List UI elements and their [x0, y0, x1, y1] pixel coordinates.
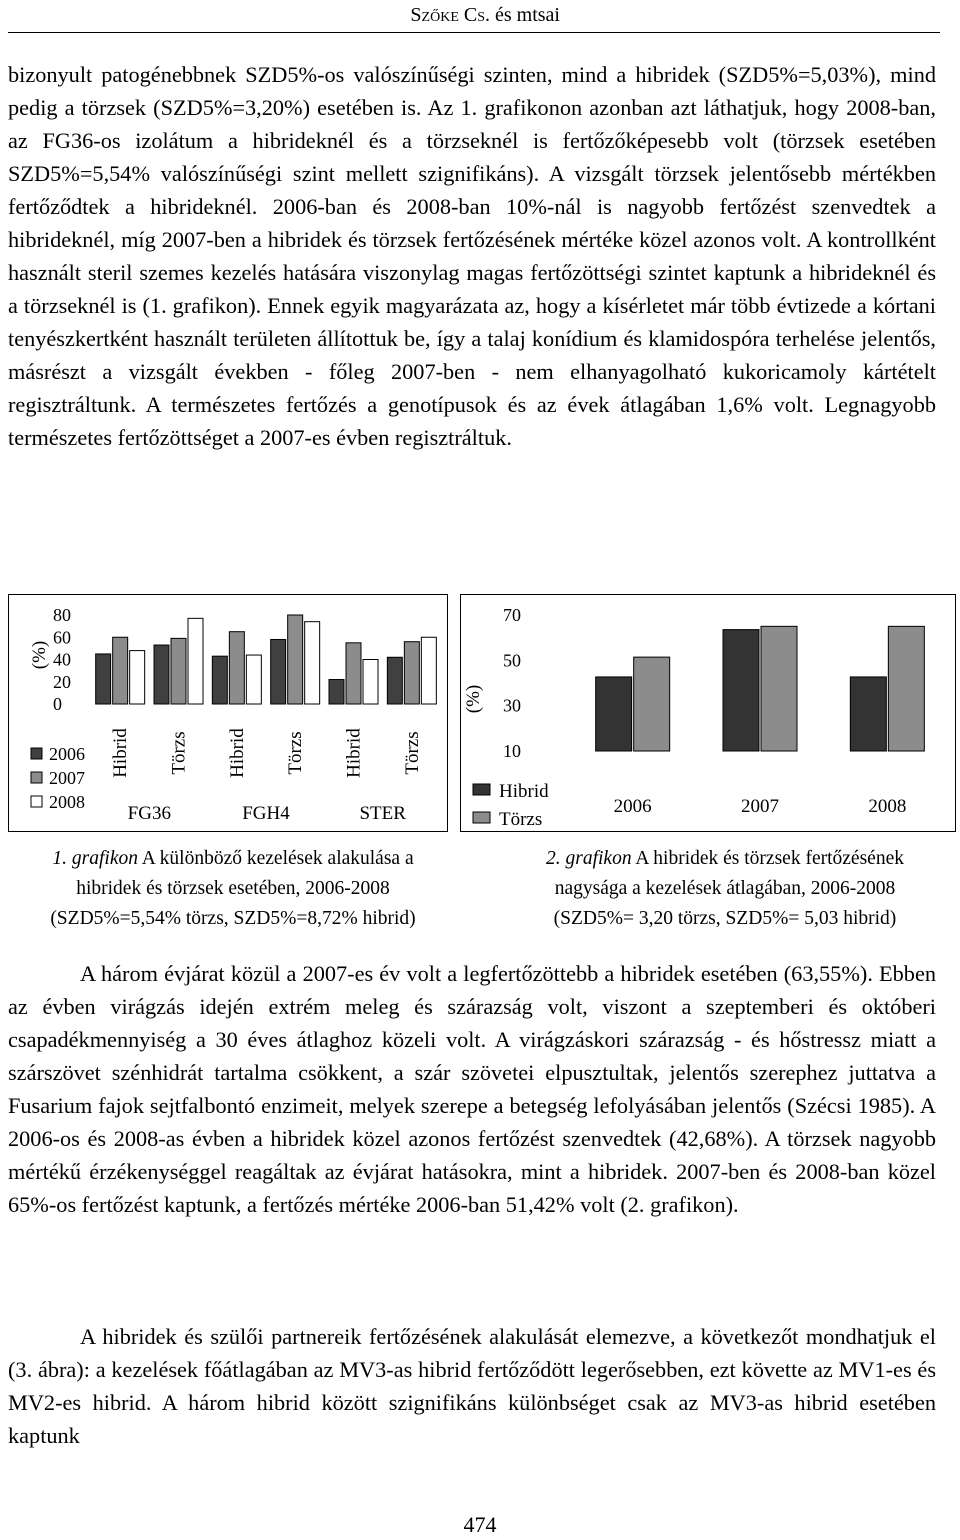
- chart-1-x-tick: Törzs: [401, 731, 423, 775]
- running-header: [8, 0, 940, 33]
- chart-1-x-tick: Hibrid: [226, 728, 248, 778]
- chart-1: [8, 594, 448, 832]
- paragraph-3-text: A hibridek és szülői partnereik fertőzésének alakulását elemezve, a következőt mondhatjuk el (3. ábra): a kezelések főátlagában az MV3-as hibrid fertőződött legerősebben, ezt követte az MV1-es és MV2-es hibrid. A három hibrid között szignifikáns különbséget csak az MV3-as hibrid esetében kaptunk: [8, 1324, 936, 1448]
- chart-2-bar: [888, 626, 924, 751]
- chart-2-y-tick: 50: [503, 650, 521, 671]
- chart-2-bar: [723, 630, 759, 751]
- chart-1-bar: [246, 655, 261, 704]
- chart-1-group-label: FG36: [127, 803, 171, 824]
- chart-2-x-tick: 2007: [741, 796, 779, 817]
- chart-1-bar: [305, 622, 320, 704]
- chart-2-y-tick: 30: [503, 695, 521, 716]
- chart-1-bar: [171, 638, 186, 704]
- chart-2-x-tick: 2008: [868, 796, 907, 817]
- caption-2-line2: nagysága a kezelések átlagában, 2006-2008: [554, 878, 896, 899]
- chart-1-x-tick: Törzs: [168, 731, 190, 775]
- chart-1-bar: [130, 651, 145, 704]
- chart-2-y-tick: 10: [503, 741, 521, 761]
- chart-1-legend-swatch: [31, 772, 42, 783]
- chart-1-bar: [404, 642, 419, 704]
- chart-1-bar: [346, 643, 361, 704]
- chart-1-y-tick: 40: [53, 649, 71, 670]
- chart-1-bar: [113, 637, 128, 704]
- caption-1-line2: hibridek és törzsek esetében, 2006-2008: [76, 878, 390, 899]
- chart-1-bar: [363, 660, 378, 705]
- paragraph-2-text: A három évjárat közül a 2007-es év volt a legfertőzöttebb a hibridek esetében (63,55%). Ebben az évben virágzás idején extrém meleg és szárazság volt, viszont a szeptemberi és októberi csapadékmennyiség a 30 éves átlaghoz közeli volt. A virágzáskori szárazság - és hőstressz miatt a szárszövet szénhidrát tartalma csökkent, a szár szövetei elpusztultak, jelentős szerephez juttatva a Fusarium fajok sejtfalbontó enzimeit, melyek szerepe a betegség lefolyásában jelentős (Szécsi 1985). A 2006-os és 2008-as évben a hibridek közel azonos fertőzést szenvedtek (42,68%). A törzsek nagyobb mértékű érzékenységgel reagáltak az évjárat hatásokra, mint a hibridek. 2007-ben és 2008-ban közel 65%-os fertőzést kaptunk, a fertőzés mértéke 2006-ban 51,42% volt (2. grafikon).: [8, 961, 936, 1217]
- caption-2-line3: (SZD5%= 3,20 törzs, SZD5%= 5,03 hibrid): [553, 908, 897, 929]
- header-text: [410, 4, 560, 27]
- chart-1-bar: [188, 618, 203, 704]
- chart-1-svg: [9, 595, 447, 831]
- caption-1: [8, 844, 458, 934]
- chart-2-legend-label: Törzs: [499, 809, 543, 830]
- chart-1-bar: [387, 657, 402, 704]
- chart-2-x-tick: 2006: [613, 796, 652, 817]
- paragraph-3: [8, 1320, 936, 1452]
- chart-1-y-tick: 80: [53, 605, 71, 625]
- caption-1-label: 1. grafikon: [52, 848, 138, 869]
- paragraph-1: bizonyult patogénebbnek SZD5%-os valószínűségi szinten, mind a hibridek (SZD5%=5,03%), mind pedig a törzsek (SZD5%=3,20%) esetében is. Az 1. grafikonon azonban azt láthatjuk, hogy 2008-ban, az FG36-os izolátum a hibrideknél és a törzseknél is fertőzőképesebb volt (törzsek esetében SZD5%=5,54% valószínűségi szint mellett szignifikáns). A vizsgált törzsek jelentősebb mértékben fertőződtek a hibrideknél. 2006-ban és 2008-ban 10%-nál is nagyobb fertőzést szenvedtek a hibrideknél, míg 2007-ben a hibridek és törzsek fertőzésének mértéke közel azonos volt. A kontrollként használt steril szemes kezelés hatására viszonylag magas fertőzöttségi szintet kaptunk a hibrideknél és a törzseknél is (1. grafikon). Ennek egyik magyarázata az, hogy a kísérletet már több évtizede a kórtani tenyészkertként használt területen állítottuk be, így a talaj konídium és klamidospóra terhelése jelentős, másrészt a vizsgált években - főleg 2007-ben - nem elhanyagolható kukoricamoly kártételt regisztráltunk. A természetes fertőzés a genotípusok és az évek átlagában 1,6% volt. Legnagyobb természetes fertőzöttséget a 2007-es évben regisztráltuk.: [8, 62, 936, 450]
- chart-2-legend-label: Hibrid: [499, 781, 549, 802]
- chart-2-bar: [596, 677, 632, 751]
- chart-2-bar: [761, 626, 797, 751]
- chart-1-x-tick: Hibrid: [343, 728, 365, 778]
- chart-1-bar: [229, 632, 244, 704]
- chart-1-y-tick: 60: [53, 627, 71, 648]
- chart-1-bar: [421, 637, 436, 704]
- caption-2-line1: A hibridek és törzsek fertőzésének: [635, 848, 904, 869]
- caption-2: [490, 844, 960, 934]
- caption-1-line1: A különböző kezelések alakulása a: [141, 848, 414, 869]
- chart-1-legend-label: 2008: [49, 792, 85, 812]
- header-suffix: és mtsai: [495, 4, 560, 26]
- chart-2-svg: [461, 595, 955, 831]
- chart-2-bar: [850, 677, 886, 751]
- chart-1-y-label: (%): [29, 640, 50, 670]
- chart-2-y-tick: 70: [503, 605, 521, 625]
- chart-1-group-label: FGH4: [242, 803, 290, 824]
- chart-1-x-tick: Hibrid: [110, 728, 132, 778]
- caption-2-label: 2. grafikon: [546, 848, 632, 869]
- chart-1-bar: [154, 645, 169, 704]
- chart-1-bar: [271, 639, 286, 704]
- header-author: Szőke Cs.: [410, 4, 490, 26]
- chart-1-y-tick: 0: [53, 694, 62, 714]
- chart-1-bar: [329, 680, 344, 704]
- chart-2-bar: [634, 657, 670, 751]
- chart-1-legend-swatch: [31, 748, 42, 759]
- page-number: 474: [463, 1512, 497, 1537]
- chart-1-group-label: STER: [359, 803, 406, 824]
- chart-1-bar: [288, 615, 303, 704]
- chart-2-legend-swatch: [473, 784, 490, 795]
- chart-1-legend-swatch: [31, 796, 42, 807]
- paragraph-2: [8, 957, 936, 1221]
- chart-1-x-tick: Törzs: [285, 731, 307, 775]
- chart-1-legend-label: 2007: [49, 768, 85, 788]
- chart-1-bar: [212, 656, 227, 704]
- chart-1-bar: [96, 654, 111, 704]
- chart-1-y-tick: 20: [53, 671, 71, 692]
- chart-2: [460, 594, 956, 832]
- chart-1-legend-label: 2006: [49, 744, 85, 764]
- caption-1-line3: (SZD5%=5,54% törzs, SZD5%=8,72% hibrid): [50, 908, 416, 929]
- chart-2-y-label: (%): [463, 684, 484, 714]
- chart-2-legend-swatch: [473, 812, 490, 823]
